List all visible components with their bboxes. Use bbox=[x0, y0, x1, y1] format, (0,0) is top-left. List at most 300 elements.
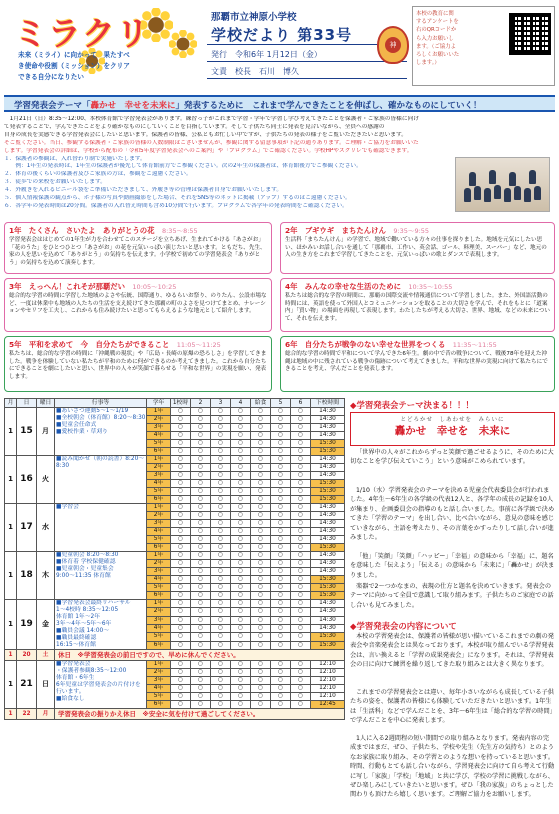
period-cell: ○ bbox=[231, 677, 251, 685]
period-cell: ○ bbox=[231, 416, 251, 424]
period-cell: ○ bbox=[171, 464, 191, 472]
theme-highlight: 轟かせ 幸せを未来に bbox=[90, 101, 176, 111]
schedule-events: ■学習発表会 ・保護者参観8:35～12:00 体育館・6年生 6年児童は学習発表会の片付けを行います。 ■給食なし bbox=[55, 661, 147, 709]
period-cell: ○ bbox=[171, 480, 191, 488]
period-cell: ○ bbox=[171, 624, 191, 632]
period-cell: ○ bbox=[231, 512, 251, 520]
period-cell: ○ bbox=[231, 488, 251, 496]
schedule-events: ■学習会 bbox=[55, 504, 147, 552]
period-cell: ○ bbox=[211, 669, 231, 677]
grade-cell: 5年 bbox=[147, 584, 171, 592]
period-cell: ○ bbox=[171, 701, 191, 709]
dismissal-time: 14:30 bbox=[311, 464, 345, 472]
period-cell: ○ bbox=[291, 456, 311, 464]
period-cell: ○ bbox=[251, 488, 271, 496]
period-cell: ○ bbox=[171, 440, 191, 448]
period-cell: ○ bbox=[291, 408, 311, 416]
published-date: 発行 令和6年 1月12日（金） bbox=[211, 50, 322, 59]
holiday-note: 学習発表会の振りかえ休日 ※安全に気を付けて過ごしてください。 bbox=[55, 709, 345, 720]
period-cell: ○ bbox=[291, 592, 311, 600]
period-cell: ○ bbox=[211, 472, 231, 480]
period-cell: ○ bbox=[211, 504, 231, 512]
period-cell: ○ bbox=[271, 528, 291, 536]
period-cell: ○ bbox=[191, 432, 211, 440]
period-cell: ○ bbox=[171, 669, 191, 677]
period-cell: ○ bbox=[251, 432, 271, 440]
grade-cell: 2年 bbox=[147, 669, 171, 677]
period-cell: ○ bbox=[231, 448, 251, 456]
period-cell: ○ bbox=[231, 633, 251, 641]
schedule-month: 1 bbox=[5, 600, 17, 650]
period-cell: ○ bbox=[291, 677, 311, 685]
period-cell: ○ bbox=[171, 472, 191, 480]
period-cell: ○ bbox=[291, 544, 311, 552]
period-cell: ○ bbox=[271, 552, 291, 560]
grade-cell: 6年 bbox=[147, 701, 171, 709]
period-cell: ○ bbox=[211, 424, 231, 432]
period-cell: ○ bbox=[291, 661, 311, 669]
period-cell: ○ bbox=[211, 592, 231, 600]
period-cell: ○ bbox=[271, 677, 291, 685]
dismissal-time: 12:10 bbox=[311, 677, 345, 685]
period-cell: ○ bbox=[211, 536, 231, 544]
schedule-row bbox=[5, 504, 345, 512]
dismissal-time: 12:10 bbox=[311, 661, 345, 669]
dismissal-time: 15:30 bbox=[311, 480, 345, 488]
period-cell: ○ bbox=[171, 600, 191, 608]
period-cell: ○ bbox=[191, 633, 211, 641]
period-cell: ○ bbox=[291, 641, 311, 649]
period-cell: ○ bbox=[251, 661, 271, 669]
dismissal-time: 15:30 bbox=[311, 641, 345, 649]
period-cell: ○ bbox=[231, 472, 251, 480]
dismissal-time: 12:10 bbox=[311, 669, 345, 677]
period-cell: ○ bbox=[211, 624, 231, 632]
period-cell: ○ bbox=[191, 456, 211, 464]
period-cell: ○ bbox=[231, 584, 251, 592]
period-cell: ○ bbox=[211, 661, 231, 669]
period-cell: ○ bbox=[171, 416, 191, 424]
period-cell: ○ bbox=[231, 552, 251, 560]
period-cell: ○ bbox=[251, 641, 271, 649]
period-cell: ○ bbox=[271, 464, 291, 472]
period-cell: ○ bbox=[191, 472, 211, 480]
period-cell: ○ bbox=[271, 560, 291, 568]
period-cell: ○ bbox=[211, 552, 231, 560]
school-seal-icon: 神 bbox=[377, 26, 409, 64]
period-cell: ○ bbox=[251, 496, 271, 504]
period-cell: ○ bbox=[171, 456, 191, 464]
period-cell: ○ bbox=[171, 536, 191, 544]
schedule-month: 1 bbox=[5, 408, 17, 456]
grade-cell: 3年 bbox=[147, 472, 171, 480]
period-cell: ○ bbox=[271, 584, 291, 592]
period-cell: ○ bbox=[271, 496, 291, 504]
schedule-day: 18 bbox=[17, 552, 37, 600]
period-cell: ○ bbox=[271, 536, 291, 544]
period-cell: ○ bbox=[211, 456, 231, 464]
period-cell: ○ bbox=[211, 448, 231, 456]
period-cell: ○ bbox=[191, 568, 211, 576]
dismissal-time: 14:30 bbox=[311, 424, 345, 432]
dismissal-time: 15:30 bbox=[311, 544, 345, 552]
period-cell: ○ bbox=[211, 560, 231, 568]
grade-cell: 5年 bbox=[147, 536, 171, 544]
theme-meaning: 「世界中の人々がこれからずっと笑顔で過ごせるように、そのために大切なことを学び伝えていこう」という意味がこめられています。 bbox=[350, 449, 554, 466]
grade-cell: 3年 bbox=[147, 616, 171, 624]
period-cell: ○ bbox=[231, 641, 251, 649]
grade-cell: 3年 bbox=[147, 424, 171, 432]
holiday-note: 休日 ※学習発表会の前日ですので、早めに休んでください。 bbox=[55, 650, 345, 661]
period-cell: ○ bbox=[291, 488, 311, 496]
grade-cell: 3年 bbox=[147, 520, 171, 528]
period-cell: ○ bbox=[191, 544, 211, 552]
period-cell: ○ bbox=[271, 480, 291, 488]
period-cell: ○ bbox=[211, 568, 231, 576]
grade-cell: 2年 bbox=[147, 416, 171, 424]
period-cell: ○ bbox=[291, 608, 311, 616]
period-cell: ○ bbox=[291, 416, 311, 424]
schedule-day: 17 bbox=[17, 504, 37, 552]
schedule-month: 1 bbox=[5, 504, 17, 552]
period-cell: ○ bbox=[171, 520, 191, 528]
schedule-month: 1 bbox=[5, 661, 17, 709]
dismissal-time: 14:30 bbox=[311, 624, 345, 632]
period-cell: ○ bbox=[191, 416, 211, 424]
period-cell: ○ bbox=[271, 624, 291, 632]
schedule-header-row: 月 日 曜日 行事等 学年 1校時 2 3 4 給食 5 6 下校時間 bbox=[5, 399, 345, 408]
period-cell: ○ bbox=[211, 440, 231, 448]
students-photo bbox=[455, 157, 550, 212]
period-cell: ○ bbox=[271, 608, 291, 616]
theme-box: とどろかせ しあわせを みらいに 轟かせ 幸せを 未来に bbox=[350, 412, 555, 446]
period-cell: ○ bbox=[291, 512, 311, 520]
period-cell: ○ bbox=[191, 600, 211, 608]
grade-cell: 5年 bbox=[147, 440, 171, 448]
period-cell: ○ bbox=[251, 608, 271, 616]
theme-practice-paragraph: 楽器で2～つかなまの、表現の仕方と題名を決めていきます。発表会のテーマに向かって全員で意識して取り組みます。子供たちのご家庭での話し合いも見てみました。 bbox=[350, 583, 554, 609]
period-cell: ○ bbox=[291, 504, 311, 512]
period-cell: ○ bbox=[171, 568, 191, 576]
dismissal-time: 14:30 bbox=[311, 568, 345, 576]
period-cell: ○ bbox=[251, 480, 271, 488]
period-cell: ○ bbox=[191, 448, 211, 456]
period-cell: ○ bbox=[251, 424, 271, 432]
grade-cell: 1年 bbox=[147, 504, 171, 512]
newsletter-title: ミラクリ bbox=[14, 14, 150, 53]
period-cell: ○ bbox=[191, 608, 211, 616]
period-cell: ○ bbox=[271, 701, 291, 709]
schedule-weekday: 月 bbox=[37, 408, 55, 456]
period-cell: ○ bbox=[191, 552, 211, 560]
period-cell: ○ bbox=[251, 669, 271, 677]
period-cell: ○ bbox=[171, 641, 191, 649]
period-cell: ○ bbox=[251, 416, 271, 424]
period-cell: ○ bbox=[271, 693, 291, 701]
period-cell: ○ bbox=[211, 408, 231, 416]
period-cell: ○ bbox=[251, 536, 271, 544]
dismissal-time: 15:30 bbox=[311, 440, 345, 448]
period-cell: ○ bbox=[191, 616, 211, 624]
period-cell: ○ bbox=[191, 701, 211, 709]
program-grade2: 2年 ブギウギ まちたんけん 9:35～9:55 生活科「まちたんけん」の学習で、地域で働いている方々の仕事を探りました。地域を元気にしたい思い、ほかみいお話し合いを通して「那覇市、工作い、英会話、ゴール、料理美、スーパー」など、地元の人の生き方をこれまで学習してきたことを、元気いっぱいの歌とダンスで表現します。 bbox=[280, 222, 555, 274]
period-cell: ○ bbox=[171, 488, 191, 496]
period-cell: ○ bbox=[251, 448, 271, 456]
period-cell: ○ bbox=[211, 600, 231, 608]
period-cell: ○ bbox=[211, 512, 231, 520]
schedule-row bbox=[5, 600, 345, 608]
dismissal-time: 15:30 bbox=[311, 592, 345, 600]
dismissal-time: 14:30 bbox=[311, 408, 345, 416]
period-cell: ○ bbox=[211, 693, 231, 701]
holiday-row: 1 20 土 休日 ※学習発表会の前日ですので、早めに休んでください。 bbox=[5, 650, 345, 661]
period-cell: ○ bbox=[211, 480, 231, 488]
period-cell: ○ bbox=[291, 552, 311, 560]
period-cell: ○ bbox=[191, 584, 211, 592]
grade-cell: 4年 bbox=[147, 576, 171, 584]
dismissal-time: 14:30 bbox=[311, 560, 345, 568]
period-cell: ○ bbox=[251, 464, 271, 472]
period-cell: ○ bbox=[171, 528, 191, 536]
grade-cell: 2年 bbox=[147, 560, 171, 568]
program-grade6: 6年 自分たちが戦争のない幸せな世界をつくる 11:35～11:55 総合的な学習の時間で平和について学んできた6年生。劇の中で昔の戦争について、戦後78年を迎えた沖縄は地域の中に残されている戦争の傷跡について考えてきました。平和な世界の実現に向けて私たちにできることを考え、学んだことを発表します。 bbox=[280, 336, 555, 392]
dismissal-time: 14:30 bbox=[311, 608, 345, 616]
grade-cell: 1年 bbox=[147, 600, 171, 608]
period-cell: ○ bbox=[231, 432, 251, 440]
period-cell: ○ bbox=[271, 472, 291, 480]
program-grade5: 5年 平和を求めて 今 自分たちができること 11:05～11:25 私たちは、総合的な学習の時間に「沖縄戦の現状」や「広島・長崎の原爆の恐ろしさ」を学習してきました。戦争を体験していない私たちが平和のために何ができるのか考えてきました。これから自分たちにできることを劇にしたいと思い、世界中の人々が笑顔で暮らせる「平和な世界」の実現を願い、発表します。 bbox=[4, 336, 272, 392]
sunflower-icon bbox=[169, 30, 197, 58]
dismissal-time: 14:30 bbox=[311, 416, 345, 424]
period-cell: ○ bbox=[171, 560, 191, 568]
grade-cell: 2年 bbox=[147, 464, 171, 472]
content-paragraph-3: 1人に入る2週間程の短い期間での取り組みとなります。発表内容の完成まではまだ、ぜひ、子供たち、学校や先生（先生方の気持ち）とのようなお家族に取り組み、その学習とのような想いを持っていると思います。時間、行動もとても話し合いながら、学習発表会に向けて自ら考えて行動に写し「家族」「学校」「地域」と共に学び、学校の学習に挑戦しながら、ぜひ楽しみにしていきたいと思います。ぜひ「我の家族」のちょっとした関わりも頂けたら嬉しく思います。ご理解ご協力をお願いします。 bbox=[350, 735, 555, 799]
period-cell: ○ bbox=[171, 408, 191, 416]
period-cell: ○ bbox=[251, 568, 271, 576]
period-cell: ○ bbox=[171, 544, 191, 552]
dismissal-time: 15:30 bbox=[311, 584, 345, 592]
period-cell: ○ bbox=[291, 624, 311, 632]
period-cell: ○ bbox=[231, 496, 251, 504]
period-cell: ○ bbox=[191, 520, 211, 528]
period-cell: ○ bbox=[271, 633, 291, 641]
period-cell: ○ bbox=[211, 520, 231, 528]
period-cell: ○ bbox=[171, 496, 191, 504]
qr-code-icon[interactable] bbox=[509, 13, 551, 55]
period-cell: ○ bbox=[231, 701, 251, 709]
period-cell: ○ bbox=[171, 608, 191, 616]
dismissal-time: 15:30 bbox=[311, 633, 345, 641]
period-cell: ○ bbox=[271, 504, 291, 512]
author: 文責 校長 石川 博久 bbox=[211, 67, 299, 76]
period-cell: ○ bbox=[231, 536, 251, 544]
period-cell: ○ bbox=[271, 600, 291, 608]
period-cell: ○ bbox=[171, 512, 191, 520]
period-cell: ○ bbox=[291, 520, 311, 528]
grade-cell: 6年 bbox=[147, 641, 171, 649]
schedule-table bbox=[4, 398, 345, 720]
issue-number: 学校だより 第33号 bbox=[211, 26, 353, 44]
dismissal-time: 14:30 bbox=[311, 616, 345, 624]
period-cell: ○ bbox=[251, 520, 271, 528]
grade-cell: 5年 bbox=[147, 693, 171, 701]
schedule-weekday: 日 bbox=[37, 661, 55, 709]
period-cell: ○ bbox=[191, 592, 211, 600]
period-cell: ○ bbox=[171, 661, 191, 669]
dismissal-time: 14:30 bbox=[311, 552, 345, 560]
theme-banner: 学習発表会テーマ「轟かせ 幸せを未来に」発表するために これまで学んできたことを伸ばし、確かなものにしていく！ bbox=[4, 95, 555, 112]
period-cell: ○ bbox=[231, 685, 251, 693]
period-cell: ○ bbox=[271, 616, 291, 624]
period-cell: ○ bbox=[171, 633, 191, 641]
period-cell: ○ bbox=[191, 512, 211, 520]
period-cell: ○ bbox=[291, 432, 311, 440]
period-cell: ○ bbox=[271, 456, 291, 464]
period-cell: ○ bbox=[291, 693, 311, 701]
period-cell: ○ bbox=[231, 624, 251, 632]
period-cell: ○ bbox=[271, 568, 291, 576]
period-cell: ○ bbox=[231, 560, 251, 568]
schedule-day: 21 bbox=[17, 661, 37, 709]
period-cell: ○ bbox=[211, 701, 231, 709]
period-cell: ○ bbox=[211, 464, 231, 472]
period-cell: ○ bbox=[211, 544, 231, 552]
dismissal-time: 14:30 bbox=[311, 528, 345, 536]
schedule-row bbox=[5, 661, 345, 669]
period-cell: ○ bbox=[231, 661, 251, 669]
grade-cell: 4年 bbox=[147, 528, 171, 536]
period-cell: ○ bbox=[211, 416, 231, 424]
grade-cell: 5年 bbox=[147, 488, 171, 496]
period-cell: ○ bbox=[171, 616, 191, 624]
period-cell: ○ bbox=[191, 661, 211, 669]
dismissal-time: 12:45 bbox=[311, 701, 345, 709]
period-cell: ○ bbox=[171, 592, 191, 600]
motto: 未来（ミライ）に向かって 果たすべ き使命や役割（ミッション）をクリア できる自分になりたい bbox=[18, 51, 130, 81]
grade-cell: 2年 bbox=[147, 512, 171, 520]
schedule-weekday: 水 bbox=[37, 504, 55, 552]
period-cell: ○ bbox=[171, 432, 191, 440]
dismissal-time: 14:30 bbox=[311, 520, 345, 528]
dismissal-time: 14:30 bbox=[311, 536, 345, 544]
content-paragraph-2: これまでの学習発表会とは違い、毎年小さいながらも成長している子供たちの姿を、保護者の皆様にも体験していただきたいと思います。1年生は「生活科」などで学んだことを、3年～6年生は「総合的な学習の時間」で学んだことを中心に発表します。 bbox=[350, 689, 554, 725]
schedule-weekday: 金 bbox=[37, 600, 55, 650]
period-cell: ○ bbox=[231, 693, 251, 701]
period-cell: ○ bbox=[271, 424, 291, 432]
period-cell: ○ bbox=[271, 440, 291, 448]
divider bbox=[207, 61, 407, 62]
period-cell: ○ bbox=[191, 424, 211, 432]
period-cell: ○ bbox=[191, 693, 211, 701]
schedule-month: 1 bbox=[5, 552, 17, 600]
theme-committee-paragraph: 1/10（水）学習発表会のテーマを決める児童会代表委員会が行われました。4年生～6年生の各学級の代表12人と、各学年の成長の記録を10人が集まり、企画委員会の指導のもと話し合いました。事前に各学級で決めてきた「学習のテーマ」を出し合い、比べ合いながら、意見の意味を感じていきながら、主語を考えたり、その言葉をかすったりして話し合いが進みました。 bbox=[350, 487, 555, 542]
period-cell: ○ bbox=[171, 424, 191, 432]
grade-cell: 5年 bbox=[147, 633, 171, 641]
period-cell: ○ bbox=[251, 584, 271, 592]
period-cell: ○ bbox=[171, 677, 191, 685]
dismissal-time: 14:30 bbox=[311, 432, 345, 440]
period-cell: ○ bbox=[271, 669, 291, 677]
period-cell: ○ bbox=[271, 592, 291, 600]
schedule-weekday: 火 bbox=[37, 456, 55, 504]
grade-cell: 6年 bbox=[147, 544, 171, 552]
period-cell: ○ bbox=[211, 685, 231, 693]
period-cell: ○ bbox=[231, 440, 251, 448]
period-cell: ○ bbox=[191, 560, 211, 568]
period-cell: ○ bbox=[291, 472, 311, 480]
dismissal-time: 15:30 bbox=[311, 496, 345, 504]
period-cell: ○ bbox=[191, 528, 211, 536]
period-cell: ○ bbox=[231, 408, 251, 416]
schedule-events: ■児童朝会 8:20～8:30 ■体育着 学校保健確認 ■児童朝会・児童集会 9:00～11:35 体育館 bbox=[55, 552, 147, 600]
grade-cell: 3年 bbox=[147, 677, 171, 685]
grade-cell: 1年 bbox=[147, 408, 171, 416]
period-cell: ○ bbox=[291, 528, 311, 536]
period-cell: ○ bbox=[171, 504, 191, 512]
period-cell: ○ bbox=[251, 633, 271, 641]
period-cell: ○ bbox=[251, 576, 271, 584]
survey-box bbox=[412, 6, 555, 86]
dismissal-time: 14:30 bbox=[311, 504, 345, 512]
period-cell: ○ bbox=[231, 480, 251, 488]
period-cell: ○ bbox=[211, 633, 231, 641]
dismissal-time: 15:30 bbox=[311, 488, 345, 496]
period-cell: ○ bbox=[191, 536, 211, 544]
period-cell: ○ bbox=[171, 576, 191, 584]
intro-text: 1月21日（日）8:35～12:00、本校体育館で学習発表会があります。練習っ子がこれまで学習・学年で学習し学び考えてきたことを保護者・ご家族の皆様に向け て発表することで、学んできたことをより確かなものにしていくことを目指しています。そして子供たち同士に発表を見合いながら、全員への感謝の 自身の成長を実感できる学習発表会にしたいと思います。保護者の皆様、公私ともお忙しい中ですが、子供たちの発表の様子をご覧いただきたいと思います。 そご覧ください。当日、参観する保護者・ご家族の皆様の人数制限はございませんが、参観に関する留意事項が下記の通りあります。ご理解・ご協力をお願いいた します。学習発表会の詳細は、学校から配布の「令和5年度学習発表会へのご案内」や「プログラム」でご確認ください。学校HPやスクリレでも確認できます。 １．保護者の参観は、入れ替わり制で実施いたします。 例：1年生の発表時は、1年生の保護者が優先して体育館前方でご参観ください。次の2年生の保護者は、体育館後方でご参観ください。 ２．体育の後くらいの保護者及びご家族の方は、参観をご遠慮ください。 ３．徒歩での来校をお願いいたします。 ４．外履きを入れるビニール袋をご準備いただきまして、外履き等の管理は保護者自身でお願いいたします。 ５．個人情報保護の観点から、ホ子様の写真や動画撮影をした場合、それをSNS等のネットに掲載（アップ）するのはご遠慮ください。 ６．各学年の発表時間は20分間。保護者の入れ替え時間も含め10分間で行います。プログラムで各学年の発表時間をご確認ください。 bbox=[4, 116, 419, 209]
period-cell: ○ bbox=[171, 685, 191, 693]
period-cell: ○ bbox=[271, 488, 291, 496]
period-cell: ○ bbox=[291, 685, 311, 693]
period-cell: ○ bbox=[251, 456, 271, 464]
period-cell: ○ bbox=[271, 685, 291, 693]
schedule-events: ■学習発表会最終リハーサル 1～4校時 8:35～12:05 体育館 1年～2年 3年～4年～5年～6年 ■職員会議 14:00～ ■職員最終確認 16:15～体育館 bbox=[55, 600, 147, 650]
period-cell: ○ bbox=[271, 544, 291, 552]
period-cell: ○ bbox=[251, 693, 271, 701]
grade-cell: 4年 bbox=[147, 685, 171, 693]
section-heading-content: ◆学習発表会の内容について bbox=[350, 621, 457, 631]
period-cell: ○ bbox=[251, 440, 271, 448]
period-cell: ○ bbox=[291, 424, 311, 432]
grade-cell: 6年 bbox=[147, 448, 171, 456]
period-cell: ○ bbox=[211, 608, 231, 616]
period-cell: ○ bbox=[291, 536, 311, 544]
period-cell: ○ bbox=[191, 641, 211, 649]
schedule-events: ■読み聞かせ（朝の読書）8:20～8:30 bbox=[55, 456, 147, 504]
period-cell: ○ bbox=[211, 528, 231, 536]
schedule-month: 1 bbox=[5, 456, 17, 504]
grade-cell: 4年 bbox=[147, 480, 171, 488]
period-cell: ○ bbox=[271, 512, 291, 520]
theme-words-paragraph: 「他」「笑顔」「笑顔」「ハッピー」「幸福」の意味から「幸福」に、題名を意味した「伝えよう」「伝える」の意味から「未来に」「轟かせ」が決まりました。 bbox=[350, 553, 555, 579]
period-cell: ○ bbox=[291, 496, 311, 504]
dismissal-time: 15:30 bbox=[311, 576, 345, 584]
period-cell: ○ bbox=[271, 416, 291, 424]
period-cell: ○ bbox=[251, 504, 271, 512]
period-cell: ○ bbox=[251, 544, 271, 552]
period-cell: ○ bbox=[231, 568, 251, 576]
period-cell: ○ bbox=[231, 544, 251, 552]
period-cell: ○ bbox=[231, 616, 251, 624]
period-cell: ○ bbox=[291, 701, 311, 709]
survey-text: 本校の教育に関 するアンケートを 右のQRコードか ら入力お願いし ます。（ご協力よ ろしくお願いいた します。） bbox=[416, 11, 460, 67]
period-cell: ○ bbox=[191, 504, 211, 512]
period-cell: ○ bbox=[231, 576, 251, 584]
period-cell: ○ bbox=[191, 488, 211, 496]
period-cell: ○ bbox=[191, 677, 211, 685]
period-cell: ○ bbox=[251, 600, 271, 608]
period-cell: ○ bbox=[191, 464, 211, 472]
